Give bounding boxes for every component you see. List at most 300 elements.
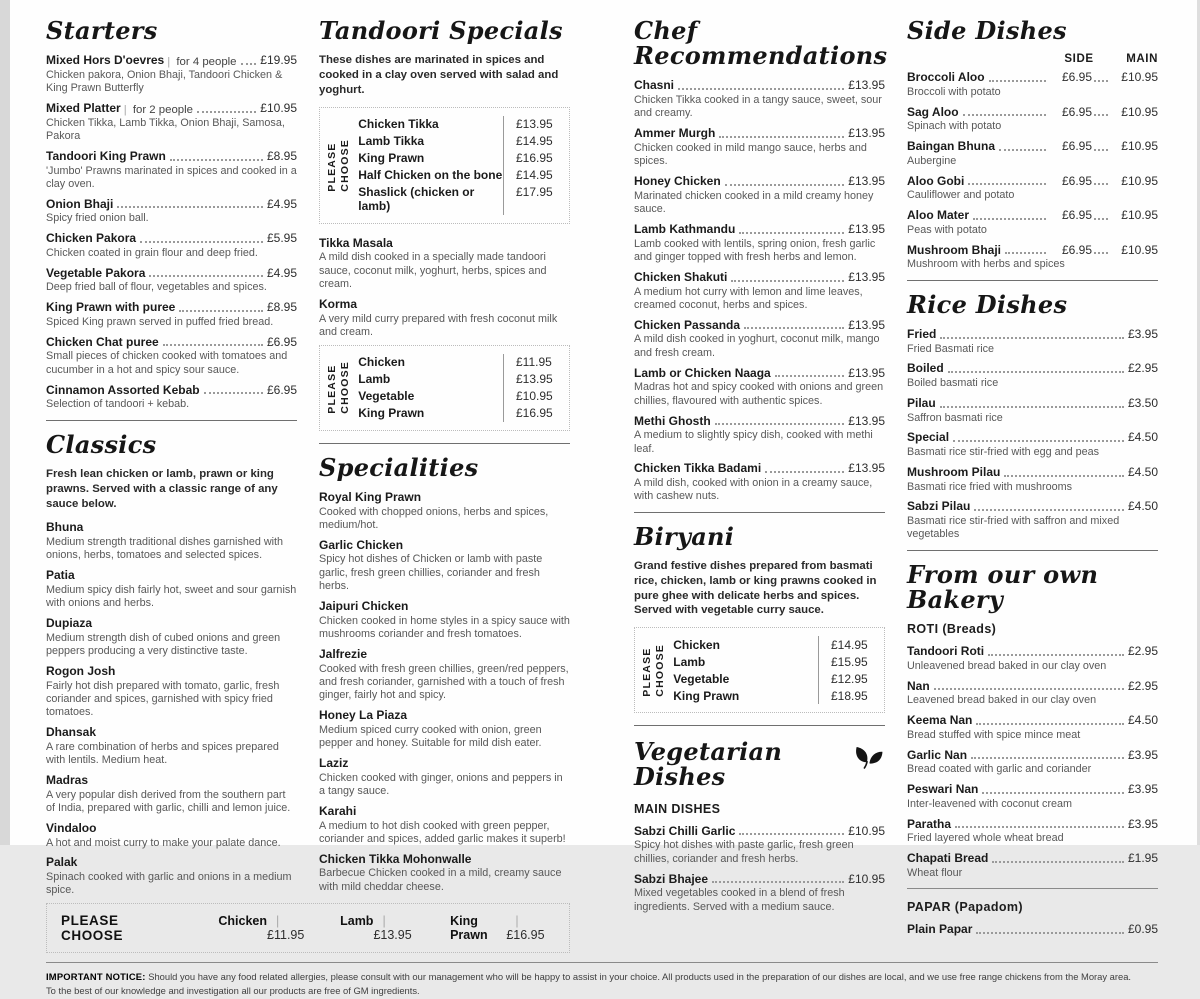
dotted-leader	[992, 861, 1124, 863]
menu-item-row	[634, 174, 885, 189]
menu-item	[907, 174, 1158, 203]
dish-description: Mushroom with herbs and spices	[907, 258, 1065, 271]
menu-item-row	[319, 756, 570, 771]
menu-item	[634, 461, 885, 503]
option-name: Vegetable	[358, 389, 415, 404]
choose-options	[673, 636, 874, 704]
menu-item-row	[634, 872, 885, 887]
option-price: £14.95	[503, 167, 559, 184]
section-classics	[46, 429, 297, 898]
dish-name: Bhuna	[46, 520, 84, 535]
dotted-leader	[725, 184, 845, 186]
menu-item-row	[907, 243, 1158, 258]
dish-price: £19.95	[260, 53, 297, 68]
dish-description: A mild dish cooked in a specially made tandoori sauce, coconut milk, yoghurt, herbs, spices and cream.	[319, 251, 547, 291]
section-title: Specialities	[319, 452, 479, 482]
dish-name: Lamb Kathmandu	[634, 222, 736, 236]
dotted-leader	[973, 218, 1046, 220]
menu-item	[319, 538, 570, 594]
dish-price: £8.95	[266, 148, 297, 163]
dish-name: Paratha	[907, 816, 952, 831]
menu-item	[46, 300, 297, 329]
dotted-leader	[739, 833, 844, 835]
dotted-leader	[988, 654, 1124, 656]
dotted-leader	[976, 723, 1124, 725]
section-chef-recommendations	[634, 16, 888, 504]
please-choose-label	[326, 361, 352, 414]
menu-item-row	[907, 782, 1158, 797]
dish-price: £4.50	[1127, 430, 1158, 445]
dotted-leader	[1094, 149, 1108, 151]
dotted-leader	[739, 232, 844, 234]
choose-option	[673, 653, 874, 670]
dish-main-price: £10.95	[1121, 173, 1158, 188]
dish-name: Pilau	[907, 395, 936, 410]
menu-item-row	[46, 231, 297, 246]
dish-price: £13.95	[848, 365, 885, 380]
option-name: Vegetable	[673, 671, 730, 686]
dish-name: Laziz	[319, 756, 349, 771]
section-vegetarian	[634, 737, 885, 914]
menu-item-row	[319, 490, 570, 505]
menu-item-row	[46, 383, 297, 398]
dish-name: Plain Papar	[907, 922, 973, 937]
menu-item	[907, 361, 1158, 390]
please-label-line: PLEASE	[641, 647, 653, 697]
dish-price: £3.95	[1127, 816, 1158, 831]
menu-item-row	[907, 361, 1158, 376]
menu-item-row	[907, 327, 1158, 342]
option-price: £13.95	[503, 371, 559, 388]
dish-price: £10.95	[848, 871, 885, 886]
dish-name: Chicken Tikka Mohonwalle	[319, 851, 472, 866]
please-choose-box	[634, 627, 885, 713]
dish-name: Broccoli Aloo	[907, 70, 985, 85]
dotted-leader	[197, 111, 256, 113]
menu-item-row	[46, 149, 297, 164]
menu-item-row	[46, 821, 297, 836]
dish-description: Spinach with potato	[907, 120, 1002, 133]
dotted-leader	[934, 688, 1124, 690]
menu-item-row	[634, 414, 885, 429]
dish-name: Tandoori Roti	[907, 644, 985, 659]
dotted-leader	[971, 757, 1124, 759]
choose-options	[358, 116, 559, 215]
option-name: Chicken Tikka	[358, 117, 439, 132]
option-price: | £16.95	[506, 914, 555, 942]
dish-price: £0.95	[1127, 922, 1158, 937]
column-3	[634, 16, 888, 953]
option-name: Chicken	[358, 355, 405, 370]
option-name: Lamb	[673, 654, 706, 669]
menu-item	[634, 414, 885, 456]
dotted-leader	[940, 337, 1124, 339]
choose-label-line: CHOOSE	[339, 361, 352, 415]
menu-item-row	[907, 208, 1158, 223]
menu-item	[634, 126, 885, 168]
dish-description: A very mild curry prepared with fresh coconut milk and cream.	[319, 312, 558, 338]
dish-name: Honey La Piaza	[319, 708, 408, 723]
option-price: £11.95	[503, 354, 559, 371]
please-choose-label	[326, 139, 352, 192]
dish-name: Sag Aloo	[907, 104, 959, 119]
please-choose-box	[319, 107, 570, 224]
dotted-leader	[1094, 218, 1108, 220]
dish-description: Cooked with chopped onions, herbs and spices, medium/hot.	[319, 505, 549, 531]
dish-side-price: £6.95	[1061, 208, 1092, 223]
menu-item	[907, 70, 1158, 99]
dotted-leader	[989, 80, 1046, 82]
section-divider	[907, 888, 1158, 889]
dish-price: £13.95	[848, 78, 885, 93]
dish-description: Unleavened bread baked in our clay oven	[907, 659, 1107, 672]
dish-description: Deep fried ball of flour, vegetables and spices.	[46, 281, 267, 294]
menu-item	[907, 139, 1158, 168]
menu-item-row	[907, 105, 1158, 120]
menu-item	[46, 773, 297, 815]
dish-price: £3.95	[1127, 326, 1158, 341]
dish-name: Mixed Platter	[46, 101, 121, 116]
option-price: £17.95	[503, 184, 559, 215]
menu-item	[46, 197, 297, 226]
option-price: | £11.95	[267, 914, 306, 942]
dotted-leader	[775, 375, 845, 377]
choose-option	[358, 405, 559, 422]
dish-name: Madras	[46, 773, 89, 788]
dish-description: A medium to hot dish cooked with green pepper, coriander and spices, added garlic makes it superb!	[319, 819, 566, 845]
section-biryani	[634, 521, 885, 714]
menu-item-row	[46, 725, 297, 740]
dish-description: Boiled basmati rice	[907, 377, 999, 389]
section-title: Vegetarian Dishes	[634, 737, 783, 792]
vegetarian-list	[634, 824, 885, 914]
dish-price: £3.95	[1127, 782, 1158, 797]
dish-name: Chicken Chat puree	[46, 334, 159, 349]
dotted-leader	[948, 371, 1124, 373]
menu-item-row	[907, 644, 1158, 659]
menu-item-row	[319, 538, 570, 553]
dish-description: Cooked with fresh green chillies, green/red peppers, and fresh coriander, garnished with a touch of fresh ginger, fairly hot and spicy.	[319, 662, 569, 702]
option-name: Chicken	[218, 914, 268, 929]
menu-item-row	[46, 101, 297, 116]
dish-price: £8.95	[266, 300, 297, 315]
dish-description: Spicy fried onion ball.	[46, 212, 149, 225]
dish-description: Marinated chicken cooked in a mild creamy honey sauce.	[634, 189, 874, 216]
dish-name: Chicken Passanda	[634, 317, 741, 332]
section-tandoori-specials	[319, 18, 570, 431]
menu-item	[907, 782, 1158, 811]
menu-item-row	[46, 855, 297, 870]
menu-item-row	[907, 922, 1158, 937]
section-divider	[907, 280, 1158, 281]
menu-item	[634, 872, 885, 914]
papar-list	[907, 922, 1158, 937]
menu-item	[907, 105, 1158, 134]
dotted-leader	[179, 310, 263, 312]
dish-description: Wheat flour	[907, 866, 963, 879]
option-name: King Prawn	[358, 406, 425, 421]
dish-name: Patia	[46, 568, 75, 583]
dotted-leader	[765, 471, 844, 473]
dish-description: A mild dish cooked in yoghurt, coconut milk, mango and fresh cream.	[634, 333, 880, 359]
dish-name: Aloo Gobi	[907, 173, 965, 188]
dotted-leader	[1094, 114, 1108, 116]
dish-description: Chicken cooked in home styles in a spicy sauce with mushrooms coriander and fresh tomatoes.	[319, 614, 570, 641]
dish-name: Aloo Mater	[907, 208, 970, 223]
menu-item-row	[319, 599, 570, 614]
dish-description: Medium spiced curry cooked with onion, green pepper and honey. Suitable for mild dish eater.	[319, 723, 542, 750]
bar-options	[218, 914, 555, 942]
menu-item	[634, 270, 885, 312]
menu-item	[907, 327, 1158, 356]
choose-option	[358, 167, 559, 184]
dotted-leader	[241, 63, 257, 65]
menu-item	[319, 708, 570, 750]
scan-edge-left	[0, 0, 10, 845]
starters-list	[46, 53, 297, 412]
menu-item-row	[634, 461, 885, 476]
bar-label: PLEASE CHOOSE	[61, 913, 124, 944]
main-column-header: MAIN	[1126, 53, 1158, 66]
dish-name: Mushroom Bhaji	[907, 242, 1002, 257]
dotted-leader	[976, 932, 1124, 934]
dish-price: £2.95	[1127, 644, 1158, 659]
dish-description: Chicken coated in grain flour and deep fried.	[46, 246, 258, 259]
option-name: Shaslick (chicken or lamb)	[358, 185, 475, 214]
menu-item-row	[907, 430, 1158, 445]
dish-price: £4.50	[1127, 713, 1158, 728]
option-name: Chicken	[673, 637, 720, 652]
side-main-header	[907, 53, 1158, 65]
menu-item	[46, 520, 297, 562]
dish-description: Basmati rice fried with mushrooms	[907, 480, 1073, 493]
section-intro-line2: Served with vegetable curry sauce.	[634, 604, 824, 617]
dish-name: Keema Nan	[907, 713, 973, 728]
notice-label: IMPORTANT NOTICE:	[46, 971, 146, 983]
dish-name: Onion Bhaji	[46, 196, 114, 211]
menu-item-row	[907, 817, 1158, 832]
column-4	[907, 16, 1158, 953]
menu-item-row	[319, 236, 570, 251]
dish-description: Medium spicy dish fairly hot, sweet and sour garnish with onions and herbs.	[46, 583, 297, 610]
dish-main-price: £10.95	[1121, 70, 1158, 85]
menu-item	[634, 366, 885, 408]
menu-item	[907, 499, 1158, 541]
dish-description: A mild dish, cooked with onion in a creamy sauce, with cashew nuts.	[634, 477, 873, 503]
dish-description: Aubergine	[907, 154, 957, 167]
dish-name: Chapati Bread	[907, 851, 989, 866]
dish-description: Selection of tandoori + kebab.	[46, 398, 190, 411]
dish-description: Spicy hot dishes of Chicken or lamb with paste garlic, fresh green chillies, coriander and fresh herbs.	[319, 553, 543, 593]
dish-name: Mixed Hors D'oevres	[46, 53, 165, 68]
dish-name: Karahi	[319, 803, 357, 818]
rice-dishes-list	[907, 327, 1158, 542]
dish-name: Peswari Nan	[907, 782, 979, 797]
option-price: £16.95	[503, 405, 559, 422]
menu-item-row	[319, 297, 570, 312]
dotted-leader	[719, 136, 844, 138]
menu-item	[319, 236, 570, 292]
menu-item-row	[907, 713, 1158, 728]
menu-item-row	[907, 679, 1158, 694]
menu-item-row	[634, 78, 885, 93]
menu-item	[907, 748, 1158, 777]
section-intro: Grand festive dishes prepared from basmati rice, chicken, lamb or king prawns cooked in pure ghee with delicate herbs and spices.	[634, 559, 877, 602]
dotted-leader	[715, 423, 845, 425]
dish-name: Korma	[319, 296, 358, 311]
menu-item-row	[46, 664, 297, 679]
menu-item-row	[46, 197, 297, 212]
please-label-line: PLEASE	[326, 142, 338, 192]
menu-item-row	[907, 396, 1158, 411]
dish-description: A medium hot curry with lemon and lime leaves, creamed coconut, herbs and spices.	[634, 285, 863, 311]
dish-name: Vegetable Pakora	[46, 265, 146, 280]
menu-item	[319, 804, 570, 846]
dish-description: Mixed vegetables cooked in a blend of fresh ingredients. Served with a medium sauce.	[634, 887, 845, 913]
dish-description: Small pieces of chicken cooked with tomatoes and cucumber in a hot and spicy sour sauce.	[46, 350, 288, 376]
menu-item-row	[907, 499, 1158, 514]
dotted-leader	[140, 241, 263, 243]
dotted-leader	[678, 88, 844, 90]
menu-item	[634, 222, 885, 264]
menu-item	[319, 756, 570, 798]
dish-name: Cinnamon Assorted Kebab	[46, 382, 200, 397]
choose-option	[358, 116, 559, 133]
please-label-line: PLEASE	[326, 364, 338, 415]
menu-item	[46, 335, 297, 377]
dish-side-price: £6.95	[1061, 104, 1092, 119]
dish-price: £13.95	[848, 317, 885, 332]
menu-item	[46, 725, 297, 767]
menu-item-row	[907, 174, 1158, 189]
section-title: Starters	[46, 16, 158, 45]
dish-description: A rare combination of herbs and spices prepared with lentils. Medium heat.	[46, 740, 279, 767]
dish-description: Medium strength traditional dishes garnished with onions, herbs, tomatoes and selected spices.	[46, 535, 284, 562]
menu-item-row	[46, 520, 297, 535]
tandoori-list	[319, 236, 570, 340]
section-title: From our own Bakery	[907, 559, 1099, 614]
choose-option	[358, 133, 559, 150]
section-intro: These dishes are marinated in spices and cooked in a clay oven served with salad and yoghurt.	[319, 54, 559, 96]
section-divider	[319, 443, 570, 444]
menu-item-row	[634, 126, 885, 141]
dish-main-price: £10.95	[1121, 104, 1158, 119]
dotted-leader	[963, 114, 1046, 116]
dish-name: Baingan Bhuna	[907, 139, 996, 154]
section-title: Rice Dishes	[907, 289, 1068, 319]
dish-side-price: £6.95	[1061, 139, 1092, 154]
subsection-title: MAIN DISHES	[634, 801, 721, 816]
menu-item-row	[46, 53, 297, 68]
menu-item-row	[907, 748, 1158, 763]
dish-description: Peas with potato	[907, 223, 987, 236]
column-1	[46, 16, 297, 903]
dotted-leader	[999, 149, 1046, 151]
menu-item	[634, 78, 885, 120]
dish-qualifier: | for 2 people	[121, 104, 193, 116]
menu-item	[46, 568, 297, 610]
dish-description: Bread coated with garlic and coriander	[907, 763, 1092, 776]
menu-item	[907, 851, 1158, 880]
menu-item	[46, 664, 297, 720]
dish-name: Jaipuri Chicken	[319, 599, 409, 614]
menu-item-row	[319, 852, 570, 867]
dish-name: Jalfrezie	[319, 646, 368, 661]
side-column-header: SIDE	[1064, 53, 1094, 66]
dish-price: £13.95	[848, 174, 885, 189]
dish-side-price: £6.95	[1061, 242, 1092, 257]
dish-description: Chicken pakora, Onion Bhaji, Tandoori Chicken & King Prawn Butterfly	[46, 68, 283, 95]
dish-name: Fried	[907, 326, 937, 341]
dish-name: Palak	[46, 855, 78, 870]
menu-item-row	[634, 270, 885, 285]
option-price: £14.95	[503, 133, 559, 150]
menu-item-row	[46, 300, 297, 315]
option-name: King Prawn	[450, 914, 488, 943]
dotted-leader	[744, 327, 844, 329]
dotted-leader	[940, 406, 1124, 408]
dish-description: Spiced King prawn served in puffed fried bread.	[46, 315, 274, 328]
choose-option	[358, 388, 559, 405]
dish-price: £13.95	[848, 126, 885, 141]
dish-description: Broccoli with potato	[907, 85, 1001, 98]
dish-description: Cauliflower and potato	[907, 189, 1015, 202]
left-columns	[46, 16, 570, 903]
dish-main-price: £10.95	[1121, 242, 1158, 257]
section-divider	[46, 420, 297, 421]
option-price: £10.95	[503, 388, 559, 405]
choose-option	[673, 687, 874, 704]
menu-left-half	[46, 16, 570, 953]
section-bakery	[907, 559, 1158, 880]
dish-name: Sabzi Bhajee	[634, 871, 709, 886]
menu-item	[319, 297, 570, 339]
menu-item	[46, 821, 297, 850]
choose-options	[358, 354, 559, 422]
menu-item	[907, 679, 1158, 708]
menu-item	[46, 231, 297, 260]
dish-name: Dupiaza	[46, 616, 93, 631]
dish-price: £13.95	[848, 222, 885, 236]
section-title: Biryani	[634, 521, 735, 551]
dish-price: £4.50	[1127, 499, 1158, 514]
dish-description: Madras hot and spicy cooked with onions and green chillies, flavoured with authentic spices.	[634, 381, 884, 407]
dish-price: £2.95	[1127, 678, 1158, 693]
dish-description: Inter-leavened with coconut cream	[907, 797, 1073, 810]
dish-price: £6.95	[266, 334, 297, 349]
menu-item-row	[634, 366, 885, 381]
option-name: Half Chicken on the bone	[358, 168, 503, 183]
menu-item-row	[907, 465, 1158, 480]
dish-name: Special	[907, 430, 950, 445]
menu-item-row	[907, 70, 1158, 85]
dish-description: Chicken Tikka cooked in a tangy sauce, sweet, sour and creamy.	[634, 94, 882, 120]
menu-item	[319, 490, 570, 532]
option-price: £18.95	[818, 687, 874, 704]
menu-right-half	[634, 16, 1158, 953]
section-divider	[634, 512, 885, 513]
dish-name: King Prawn with puree	[46, 300, 176, 315]
option-price: £13.95	[503, 116, 559, 133]
menu-item	[46, 53, 297, 95]
menu-item-row	[907, 139, 1158, 154]
dotted-leader	[1094, 252, 1108, 254]
dotted-leader	[149, 275, 263, 277]
dish-name: Mushroom Pilau	[907, 464, 1001, 479]
menu-item-row	[319, 647, 570, 662]
bar-option	[218, 914, 306, 942]
dish-price: £1.95	[1127, 851, 1158, 866]
